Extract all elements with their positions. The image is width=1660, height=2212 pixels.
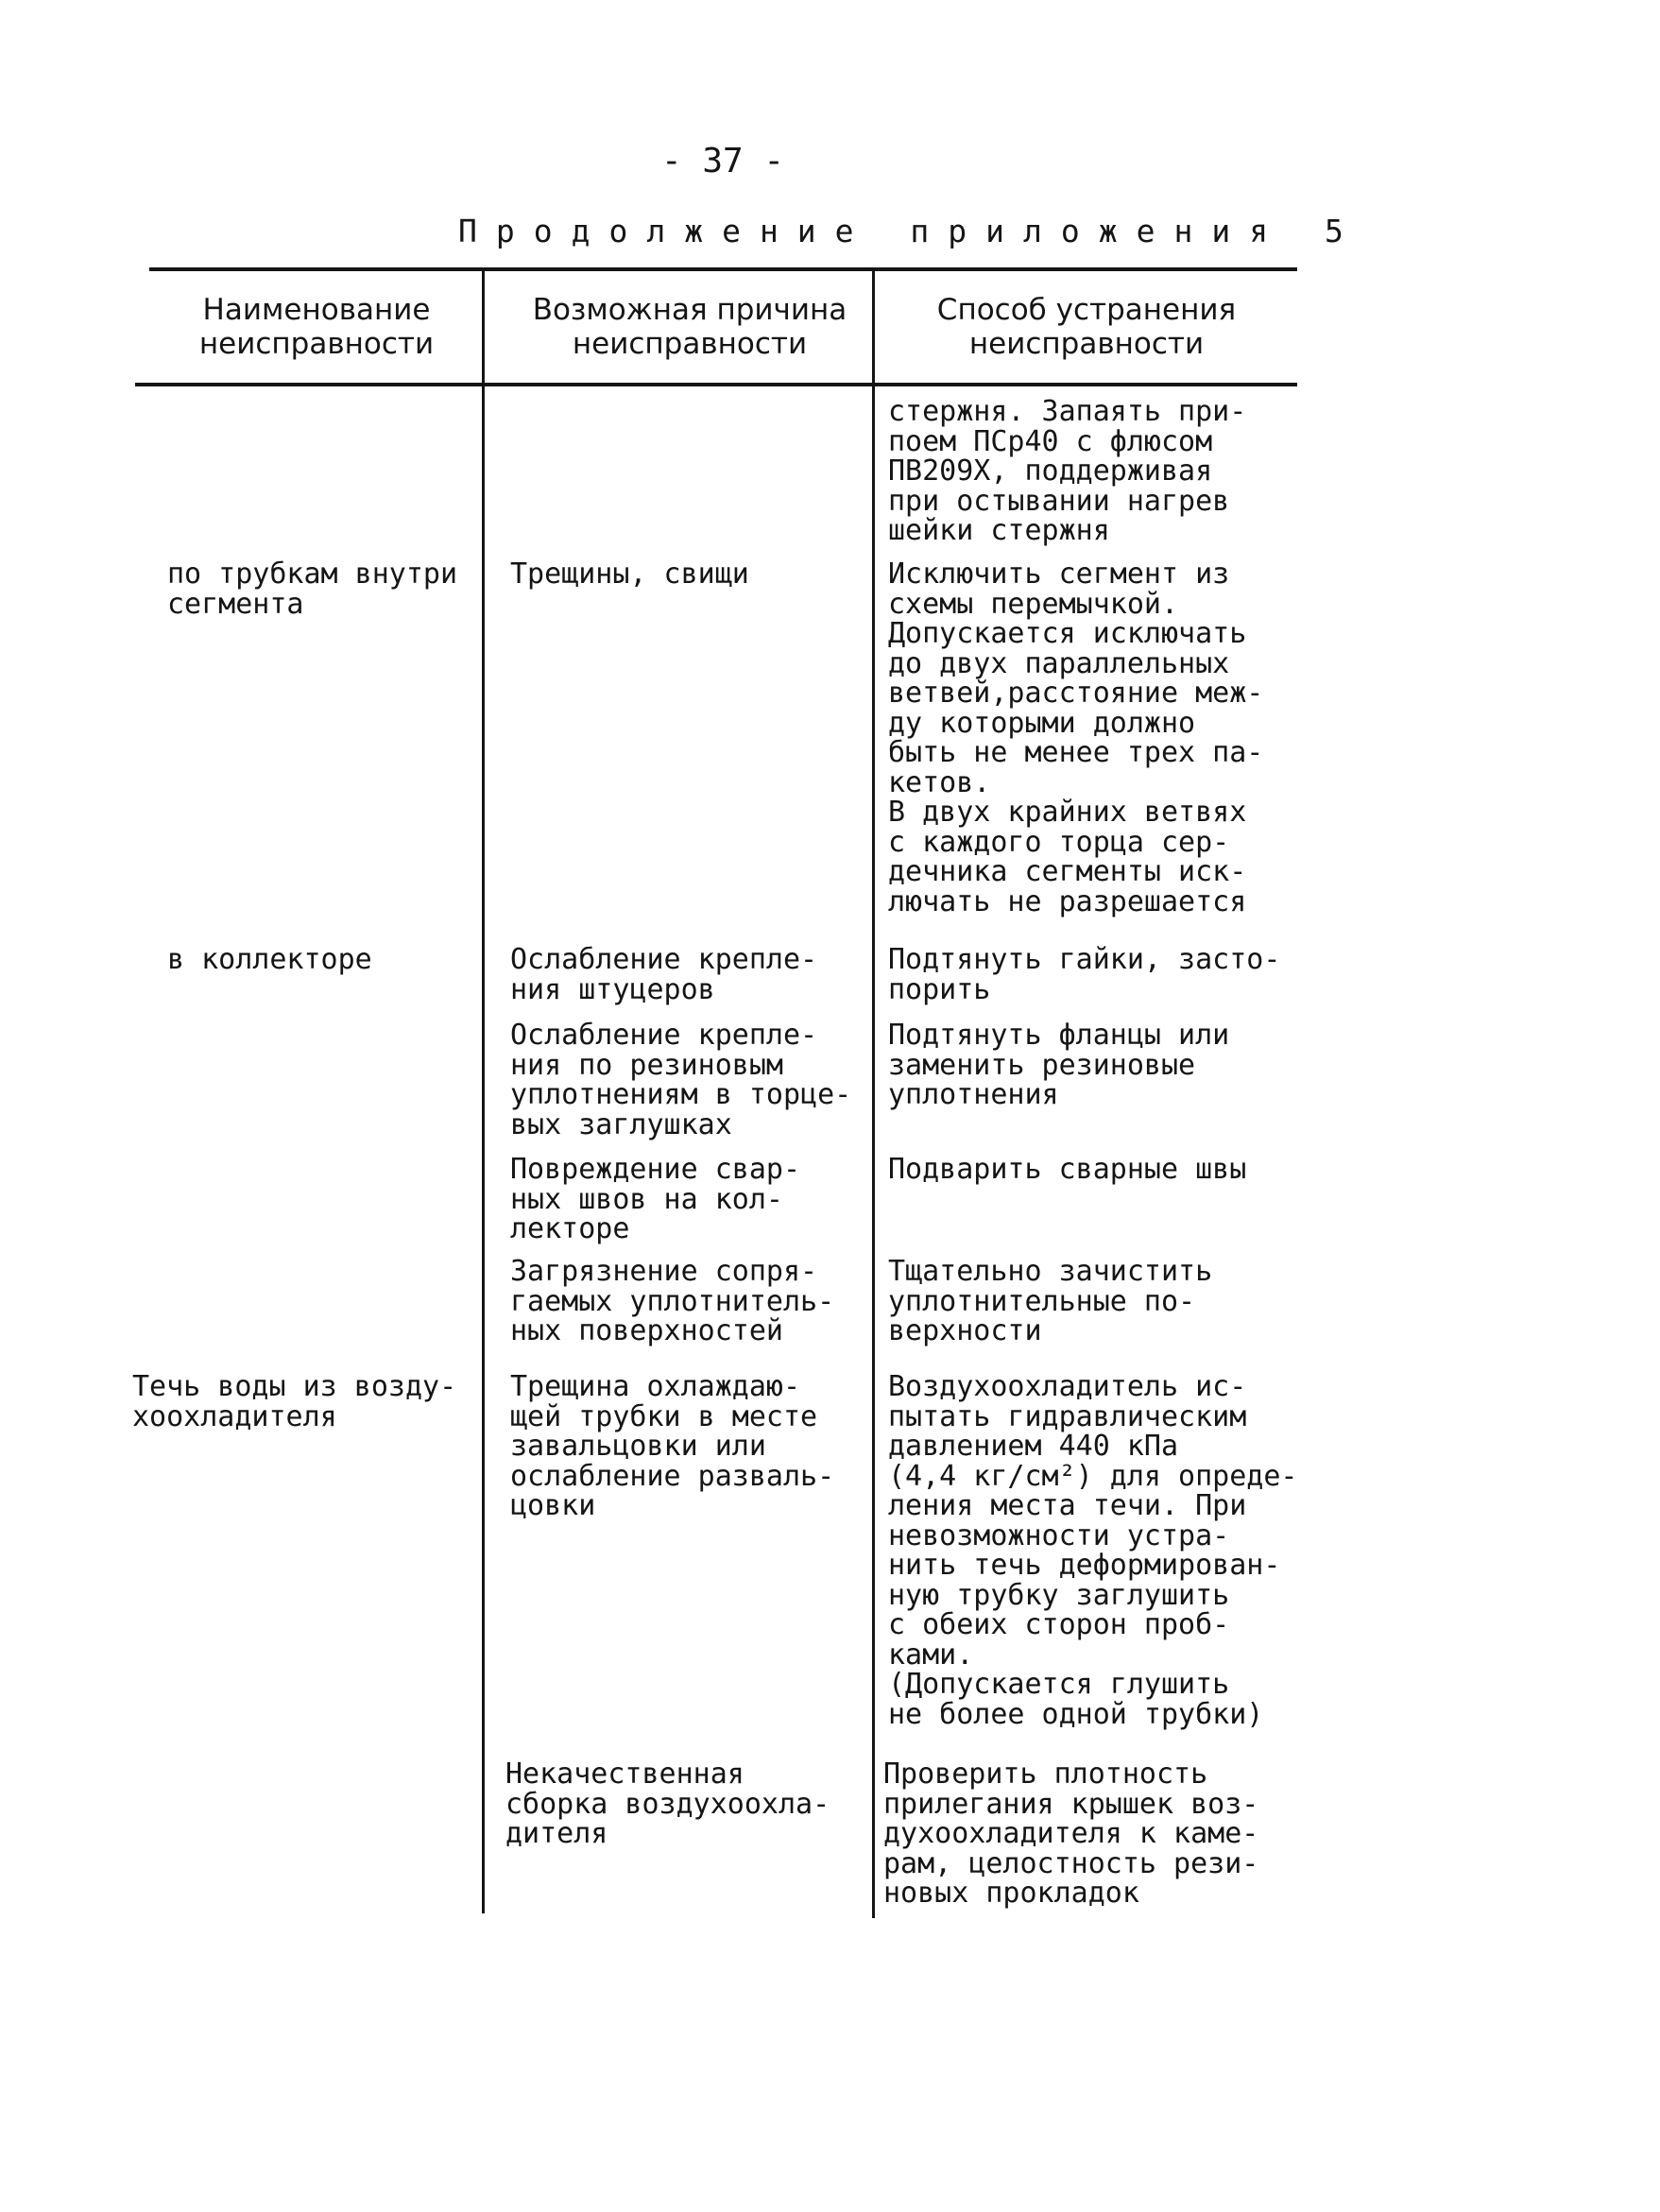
- remedy-cell: Проверить плотность прилегания крышек воз- духоохладителя к каме- рам, целостность рези- новых прокладок: [883, 1758, 1259, 1910]
- page-number: - 37 -: [661, 142, 785, 180]
- malfunction-cell: Течь воды из возду- хоохладителя: [132, 1370, 457, 1433]
- remedy-cell: Исключить сегмент из схемы перемычкой. Допускается исключать до двух параллельных ветвей,расстояние меж- ду которыми должно быть не менее трех па- кетов. В двух крайних ветвях с каждого торца сер- дечника сегменты иск- лючать не разрешается: [888, 557, 1264, 918]
- appendix-caption: Продолжение приложения 5: [458, 213, 1362, 249]
- column-divider-1: [482, 269, 485, 1913]
- cause-cell: Некачественная сборка воздухоохла- дителя: [505, 1758, 830, 1850]
- remedy-cell: Подварить сварные швы: [888, 1153, 1247, 1186]
- cause-cell: Ослабление крепле- ния штуцеров: [510, 943, 818, 1006]
- malfunction-cell: в коллекторе: [167, 943, 372, 976]
- cause-cell: Повреждение свар- ных швов на кол- лекторе: [510, 1153, 801, 1245]
- table-top-rule: [149, 267, 1297, 271]
- header-malfunction-name: Наименование неисправности: [198, 293, 435, 361]
- cause-cell: Загрязнение сопря- гаемых уплотнитель- ных поверхностей: [510, 1255, 835, 1347]
- header-remedy: Способ устранения неисправности: [936, 293, 1237, 361]
- cause-cell: Трещины, свищи: [510, 557, 749, 591]
- remedy-cell: Подтянуть фланцы или заменить резиновые уплотнения: [888, 1019, 1230, 1111]
- remedy-cell: стержня. Запаять при- поем ПСр40 с флюсом ПВ209Х, поддерживая при остывании нагрев шейки стержня: [888, 395, 1247, 547]
- remedy-cell: Подтянуть гайки, засто- порить: [888, 943, 1281, 1006]
- malfunction-cell: по трубкам внутри сегмента: [167, 557, 458, 621]
- header-possible-cause: Возможная причина неисправности: [532, 293, 847, 361]
- remedy-cell: Воздухоохладитель ис- пытать гидравлическим давлением 440 кПа (4,4 кг/см²) для опреде- ления места течи. При невозможности устра- нить течь деформирован- ную трубку заглушить с обеих сторон проб- ками. (Допускается глушить не более одной трубки): [888, 1370, 1298, 1731]
- header-bottom-rule: [135, 383, 1297, 386]
- remedy-cell: Тщательно зачистить уплотнительные по- верхности: [888, 1255, 1213, 1347]
- column-divider-2: [872, 269, 875, 1918]
- cause-cell: Ослабление крепле- ния по резиновым уплотнениям в торце- вых заглушках: [510, 1019, 852, 1141]
- cause-cell: Трещина охлаждаю- щей трубки в месте завальцовки или ослабление разваль- цовки: [510, 1370, 835, 1522]
